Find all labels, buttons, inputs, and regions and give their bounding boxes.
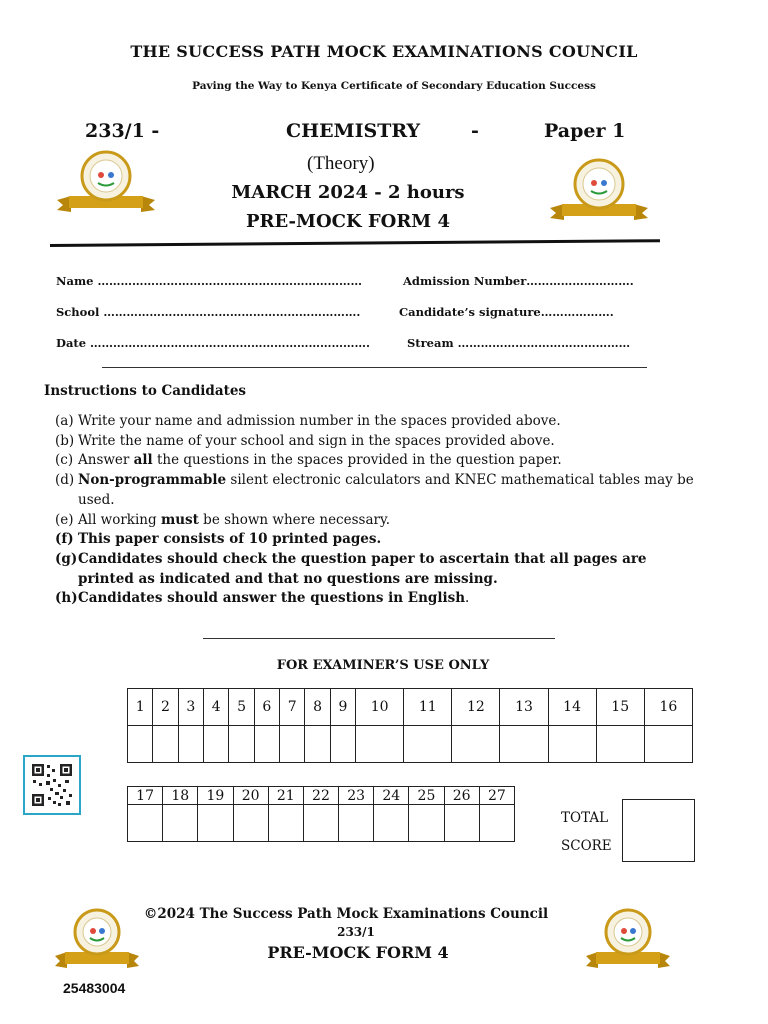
header-divider: [50, 239, 660, 247]
instructions-list: [55, 412, 705, 609]
instruction-item: [55, 412, 705, 432]
score-cell[interactable]: [303, 805, 338, 842]
instruction-label: (c): [55, 452, 74, 469]
question-number: 6: [254, 689, 279, 726]
instruction-label: (h): [55, 590, 78, 607]
score-cell[interactable]: [500, 726, 548, 763]
subject-title: CHEMISTRY: [286, 120, 421, 142]
footer-paper-code: 233/1: [337, 925, 375, 939]
instruction-item: [55, 589, 705, 609]
score-cell[interactable]: [404, 726, 452, 763]
council-title: THE SUCCESS PATH MOCK EXAMINATIONS COUNCIL: [130, 42, 638, 61]
instruction-item: [55, 432, 705, 452]
tagline: Paving the Way to Kenya Certificate of Secondary Education Success: [192, 80, 596, 92]
council-logo: [55, 150, 157, 216]
score-cell[interactable]: [452, 726, 500, 763]
candidate-signature-field[interactable]: Candidate’s signature……………….: [399, 305, 614, 319]
score-cell[interactable]: [198, 805, 233, 842]
question-number: 13: [500, 689, 548, 726]
header-dash: -: [471, 120, 479, 142]
fields-divider: [102, 367, 647, 368]
question-number: 17: [128, 787, 163, 805]
instruction-label: (e): [55, 511, 74, 528]
instruction-text: Candidates should answer the questions in English.: [78, 590, 470, 607]
question-number: 9: [330, 689, 355, 726]
question-number: 5: [229, 689, 254, 726]
instruction-item: [55, 530, 705, 550]
instruction-text: Write the name of your school and sign in the spaces provided above.: [78, 432, 555, 449]
question-number: 25: [409, 787, 444, 805]
section-divider: [203, 638, 555, 639]
score-cell[interactable]: [268, 805, 303, 842]
question-number: 19: [198, 787, 233, 805]
instruction-text: This paper consists of 10 printed pages.: [78, 531, 382, 548]
total-label: TOTAL: [561, 810, 609, 826]
instructions-title: Instructions to Candidates: [44, 383, 247, 399]
score-cell[interactable]: [374, 805, 409, 842]
question-number: 27: [479, 787, 514, 805]
question-number: 24: [374, 787, 409, 805]
question-number: 4: [204, 689, 229, 726]
instruction-text: Non-programmable silent electronic calculators and KNEC mathematical tables may be used.: [78, 472, 694, 508]
instruction-label: (g): [55, 550, 78, 567]
footer-form: PRE-MOCK FORM 4: [267, 943, 449, 962]
score-cell[interactable]: [596, 726, 644, 763]
instruction-item: [55, 511, 705, 531]
score-cell[interactable]: [254, 726, 279, 763]
serial-number: 25483004: [63, 980, 126, 996]
score-cell[interactable]: [409, 805, 444, 842]
instruction-label: (d): [55, 472, 75, 489]
question-number: 20: [233, 787, 268, 805]
score-cell[interactable]: [339, 805, 374, 842]
name-field[interactable]: Name ……………………………………………………………: [56, 274, 362, 288]
score-cell[interactable]: [128, 726, 153, 763]
score-label: SCORE: [561, 838, 612, 854]
score-cell[interactable]: [229, 726, 254, 763]
score-cell[interactable]: [479, 805, 514, 842]
score-cell[interactable]: [163, 805, 198, 842]
question-number: 2: [153, 689, 178, 726]
instruction-item: [55, 550, 705, 589]
score-cell[interactable]: [330, 726, 355, 763]
exam-form: PRE-MOCK FORM 4: [246, 211, 450, 232]
question-number: 16: [644, 689, 692, 726]
instruction-item: [55, 471, 705, 510]
paper-code: 233/1 -: [85, 120, 160, 142]
examiner-title: FOR EXAMINER’S USE ONLY: [276, 658, 490, 673]
qr-code: [23, 755, 81, 815]
score-cell[interactable]: [548, 726, 596, 763]
score-table-1: [127, 688, 693, 763]
total-score-box[interactable]: [622, 799, 695, 862]
question-number: 10: [356, 689, 404, 726]
question-number: 14: [548, 689, 596, 726]
instruction-label: (f): [55, 531, 74, 548]
instruction-item: [55, 451, 705, 471]
qr-code-icon: [25, 757, 79, 813]
question-number: 22: [303, 787, 338, 805]
question-number: 18: [163, 787, 198, 805]
score-cell[interactable]: [644, 726, 692, 763]
paper-number: Paper 1: [544, 120, 626, 142]
admission-number-field[interactable]: Admission Number……………………….: [403, 274, 634, 288]
score-cell[interactable]: [444, 805, 479, 842]
stream-field[interactable]: Stream ………………………………………: [407, 336, 631, 350]
score-cell[interactable]: [153, 726, 178, 763]
instruction-label: (b): [55, 432, 75, 449]
council-logo: [548, 158, 650, 224]
question-number: 3: [178, 689, 203, 726]
question-number: 23: [339, 787, 374, 805]
instruction-text: Candidates should check the question paper to ascertain that all pages are printed as indicated and that no questions are missing.: [78, 550, 647, 587]
question-number: 26: [444, 787, 479, 805]
question-number: 1: [128, 689, 153, 726]
score-cell[interactable]: [305, 726, 330, 763]
score-cell[interactable]: [356, 726, 404, 763]
score-table-2: [127, 786, 515, 842]
score-cell[interactable]: [204, 726, 229, 763]
footer-copyright: ©2024 The Success Path Mock Examinations Council: [143, 906, 549, 922]
instruction-label: (a): [55, 413, 74, 429]
score-cell[interactable]: [233, 805, 268, 842]
question-number: 7: [280, 689, 305, 726]
instruction-text: Write your name and admission number in the spaces provided above.: [78, 413, 561, 429]
score-cell[interactable]: [178, 726, 203, 763]
score-cell[interactable]: [128, 805, 163, 842]
question-number: 11: [404, 689, 452, 726]
school-field[interactable]: School ………………………………………………………….: [56, 305, 361, 319]
instruction-text: All working must be shown where necessary.: [78, 511, 391, 528]
instruction-text: Answer all the questions in the spaces provided in the question paper.: [78, 452, 562, 469]
question-number: 8: [305, 689, 330, 726]
score-cell[interactable]: [280, 726, 305, 763]
exam-date-duration: MARCH 2024 - 2 hours: [231, 182, 465, 203]
question-number: 21: [268, 787, 303, 805]
date-field[interactable]: Date ……………………………………………………………….: [56, 336, 371, 350]
theory-label: (Theory): [307, 153, 375, 174]
question-number: 15: [596, 689, 644, 726]
question-number: 12: [452, 689, 500, 726]
